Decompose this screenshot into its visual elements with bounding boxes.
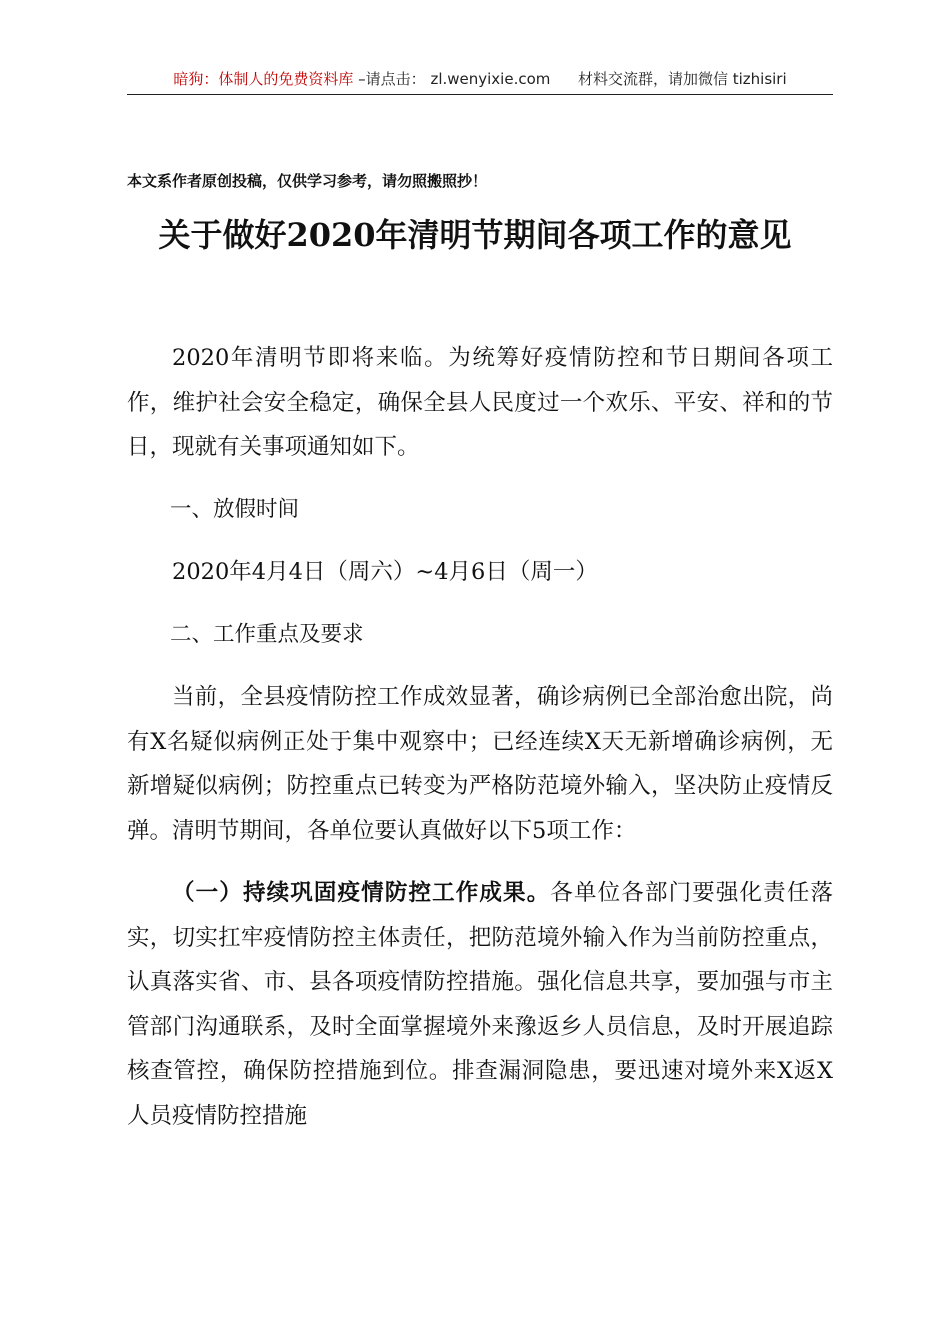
wechat-info: 材料交流群，请加微信 tizhisiri <box>577 70 787 88</box>
section1-heading: 一、放假时间 <box>170 496 300 522</box>
section2-heading: 二、工作重点及要求 <box>170 621 364 647</box>
intro-paragraph: 2020年清明节即将来临。为统筹好疫情防控和节日期间各项工作，维护社会安全稳定，确保全县人民度过一个欢乐、平安、祥和的节日，现就有关事项通知如下。 <box>127 345 833 460</box>
document-title: 关于做好2020年清明节期间各项工作的意见 <box>158 216 792 254</box>
site-url-link[interactable]: zl.wenyixie.com <box>430 70 551 88</box>
section1-text: 2020年4月4日（周六）~4月6日（周一） <box>172 559 598 585</box>
document-body <box>127 336 833 1138</box>
item1-lead: （一）持续巩固疫情防控工作成果。 <box>172 880 551 906</box>
item1-text: 各单位各部门要强化责任落实，切实扛牢疫情防控主体责任，把防范境外输入作为当前防控重点，认真落实省、市、县各项疫情防控措施。强化信息共享，要加强与市主管部门沟通联系，及时全面掌握境外来豫返乡人员信息，及时开展追踪核查管控，确保防控措施到位。排查漏洞隐患，要迅速对境外来X返X人员疫情防控措施 <box>127 880 833 1129</box>
site-label: 暗狗：体制人的免费资料库 <box>173 70 354 88</box>
click-label: –请点击： <box>358 70 426 88</box>
original-notice: 本文系作者原创投稿，仅供学习参考，请勿照搬照抄！ <box>127 172 488 190</box>
page-header <box>127 64 833 95</box>
section2-text: 当前，全县疫情防控工作成效显著，确诊病例已全部治愈出院，尚有X名疑似病例正处于集中观察中；已经连续X天无新增确诊病例，无新增疑似病例；防控重点已转变为严格防范境外输入，坚决防止疫情反弹。清明节期间，各单位要认真做好以下5项工作： <box>127 684 833 844</box>
item1-paragraph <box>127 871 833 1138</box>
